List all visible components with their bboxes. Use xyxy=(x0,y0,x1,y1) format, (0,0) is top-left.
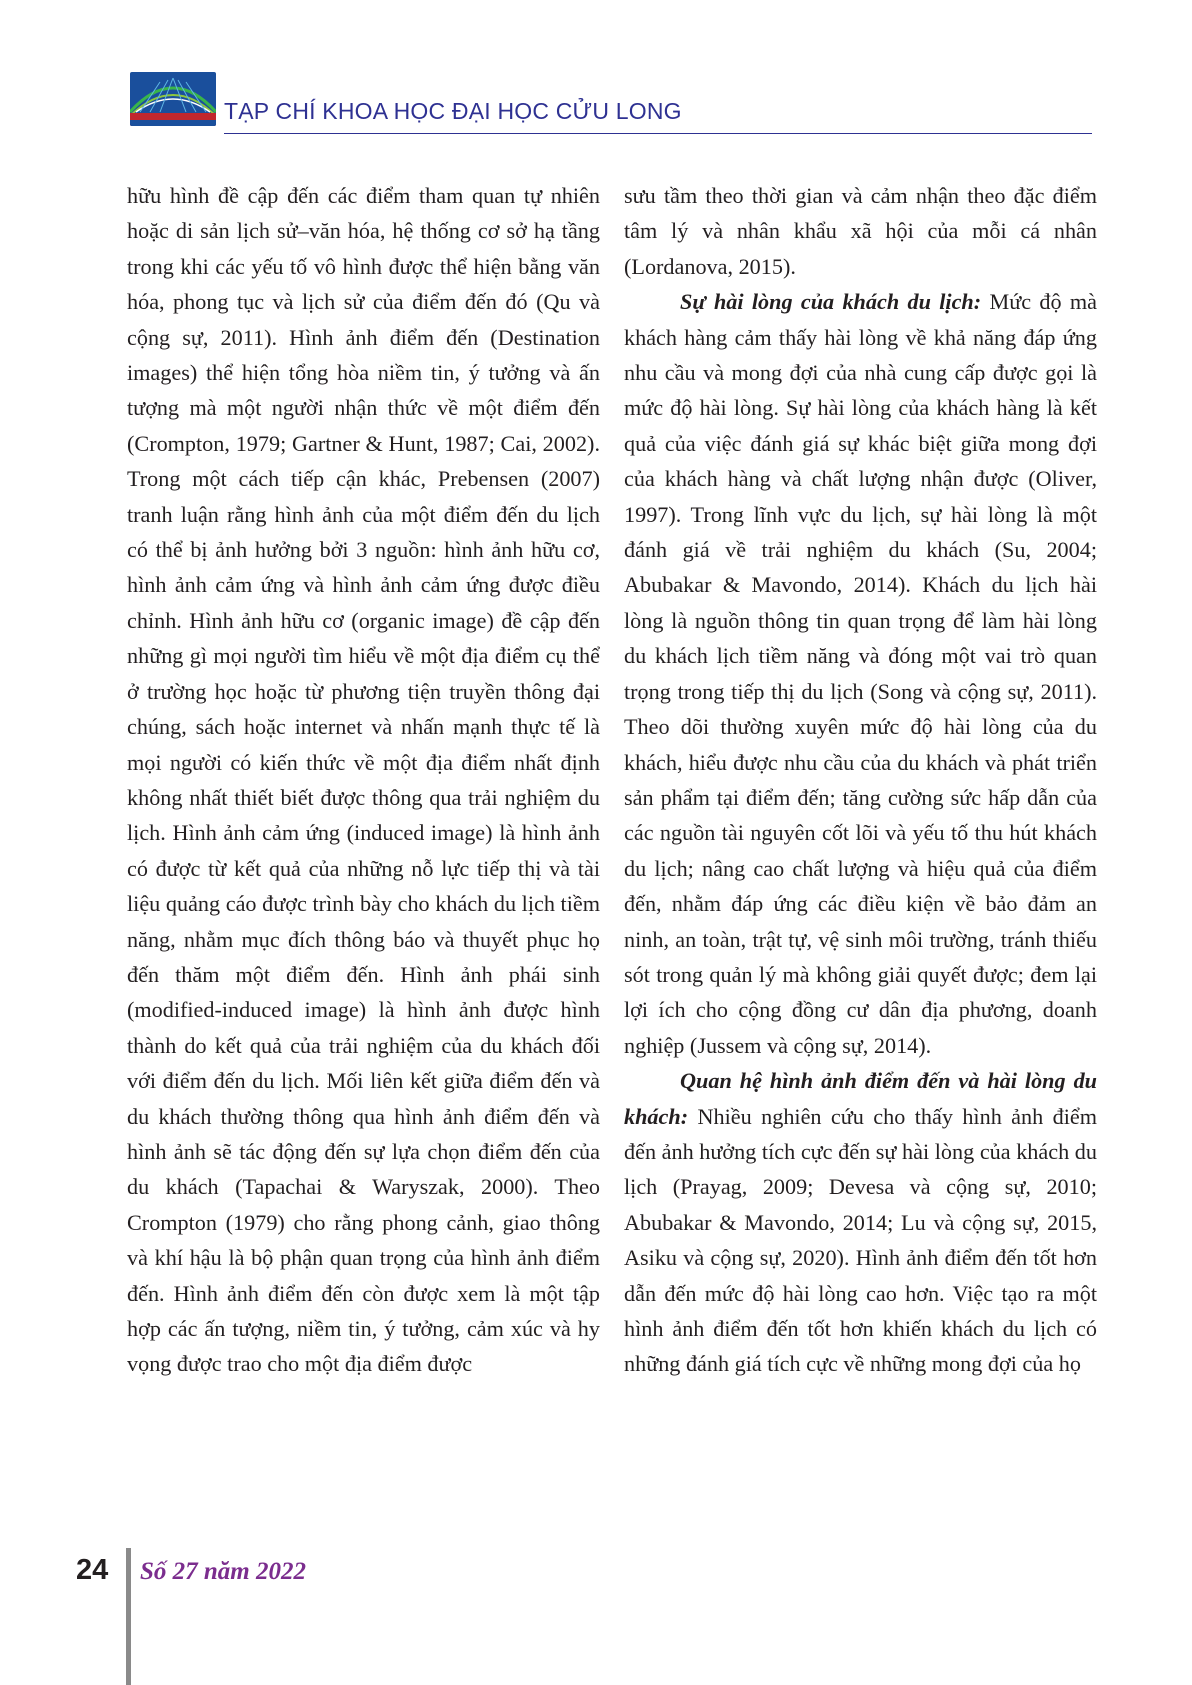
page-number: 24 xyxy=(76,1554,109,1586)
issue-label: Số 27 năm 2022 xyxy=(140,1558,307,1585)
page-footer xyxy=(0,1548,1192,1685)
section-heading-satisfaction: Sự hài lòng của khách du lịch: xyxy=(680,289,982,315)
paragraph-relationship xyxy=(624,1063,1097,1382)
paragraph-text: Mức độ mà khách hàng cảm thấy hài lòng về khả năng đáp ứng nhu cầu và mong đợi của nhà cung cấp được gọi là mức độ hài lòng. Sự hài lòng của khách hàng là kết quả của việc đánh giá sự khác biệt giữa mong đợi của khách hàng và chất lượng nhận được (Oliver, 1997). Trong lĩnh vực du lịch, sự hài lòng là một đánh giá về trải nghiệm du khách (Su, 2004; Abubakar & Mavondo, 2014). Khách du lịch hài lòng là nguồn thông tin quan trọng để làm hài lòng du khách lịch tiềm năng và đóng một vai trò quan trọng trong tiếp thị du lịch (Song và cộng sự, 2011). Theo dõi thường xuyên mức độ hài lòng của du khách, hiểu được nhu cầu của du khách và phát triển sản phẩm tại điểm đến; tăng cường sức hấp dẫn của các nguồn tài nguyên cốt lõi và yếu tố thu hút khách du lịch; nâng cao chất lượng và hiệu quả của điểm đến, nhằm đáp ứng các điều kiện về bảo đảm an ninh, an toàn, trật tự, vệ sinh môi trường, tránh thiếu sót trong quản lý mà không giải quyết được; đem lại lợi ích cho cộng đồng cư dân địa phương, doanh nghiệp (Jussem và cộng sự, 2014). xyxy=(624,289,1097,1058)
paragraph: hữu hình đề cập đến các điểm tham quan tự nhiên hoặc di sản lịch sử–văn hóa, hệ thống cơ sở hạ tầng trong khi các yếu tố vô hình được thể hiện bằng văn hóa, phong tục và lịch sử của điểm đến đó (Qu và cộng sự, 2011). Hình ảnh điểm đến (Destination images) thể hiện tổng hòa niềm tin, ý tưởng và ấn tượng mà một người nhận thức về một điểm đến (Crompton, 1979; Gartner & Hunt, 1987; Cai, 2002). Trong một cách tiếp cận khác, Prebensen (2007) tranh luận rằng hình ảnh của một điểm đến du lịch có thể bị ảnh hưởng bởi 3 nguồn: hình ảnh hữu cơ, hình ảnh cảm ứng và hình ảnh cảm ứng được điều chỉnh. Hình ảnh hữu cơ (organic image) đề cập đến những gì mọi người tìm hiểu về một địa điểm cụ thể ở trường học hoặc từ phương tiện truyền thông đại chúng, sách hoặc internet và nhấn mạnh thực tế là mọi người có kiến thức về một địa điểm nhất định không nhất thiết biết được thông qua trải nghiệm du lịch. Hình ảnh cảm ứng (induced image) là hình ảnh có được từ kết quả của những nỗ lực tiếp thị và tài liệu quảng cáo được trình bày cho khách du lịch tiềm năng, nhằm mục đích thông báo và thuyết phục họ đến thăm một điểm đến. Hình ảnh phái sinh (modified-induced image) là hình ảnh được hình thành do kết quả của trải nghiệm của du khách đối với điểm đến du lịch. Mối liên kết giữa điểm đến và du khách thường thông qua hình ảnh điểm đến và hình ảnh sẽ tác động đến sự lựa chọn điểm đến của du khách (Tapachai & Waryszak, 2000). Theo Crompton (1979) cho rằng phong cảnh, giao thông và khí hậu là bộ phận quan trọng của hình ảnh điểm đến. Hình ảnh điểm đến còn được xem là một tập hợp các ấn tượng, niềm tin, ý tưởng, cảm xúc và hy vọng được trao cho một địa điểm được xyxy=(127,183,600,1377)
right-column xyxy=(624,178,1097,1382)
left-column xyxy=(127,178,600,1382)
paragraph: sưu tầm theo thời gian và cảm nhận theo đặc điểm tâm lý và nhân khẩu xã hội của mỗi cá nhân (Lordanova, 2015). xyxy=(624,183,1097,279)
paragraph-satisfaction xyxy=(624,284,1097,1063)
university-logo xyxy=(130,72,216,126)
paragraph-text: Nhiều nghiên cứu cho thấy hình ảnh điểm đến ảnh hưởng tích cực đến sự hài lòng của khách du lịch (Prayag, 2009; Devesa và cộng sự, 2010; Abubakar & Mavondo, 2014; Lu và cộng sự, 2015, Asiku và cộng sự, 2020). Hình ảnh điểm đến tốt hơn dẫn đến mức độ hài lòng cao hơn. Việc tạo ra một hình ảnh điểm đến tốt hơn khiến khách du lịch có những đánh giá tích cực về những mong đợi của họ xyxy=(624,1103,1097,1377)
page-header xyxy=(130,68,1092,136)
journal-title: TẠP CHÍ KHOA HỌC ĐẠI HỌC CỬU LONG xyxy=(224,98,682,124)
footer-divider xyxy=(126,1548,131,1685)
section-heading-relationship: Quan hệ hình ảnh điểm đến và hài lòng du khách: xyxy=(624,1068,1097,1129)
header-divider xyxy=(224,133,1092,134)
